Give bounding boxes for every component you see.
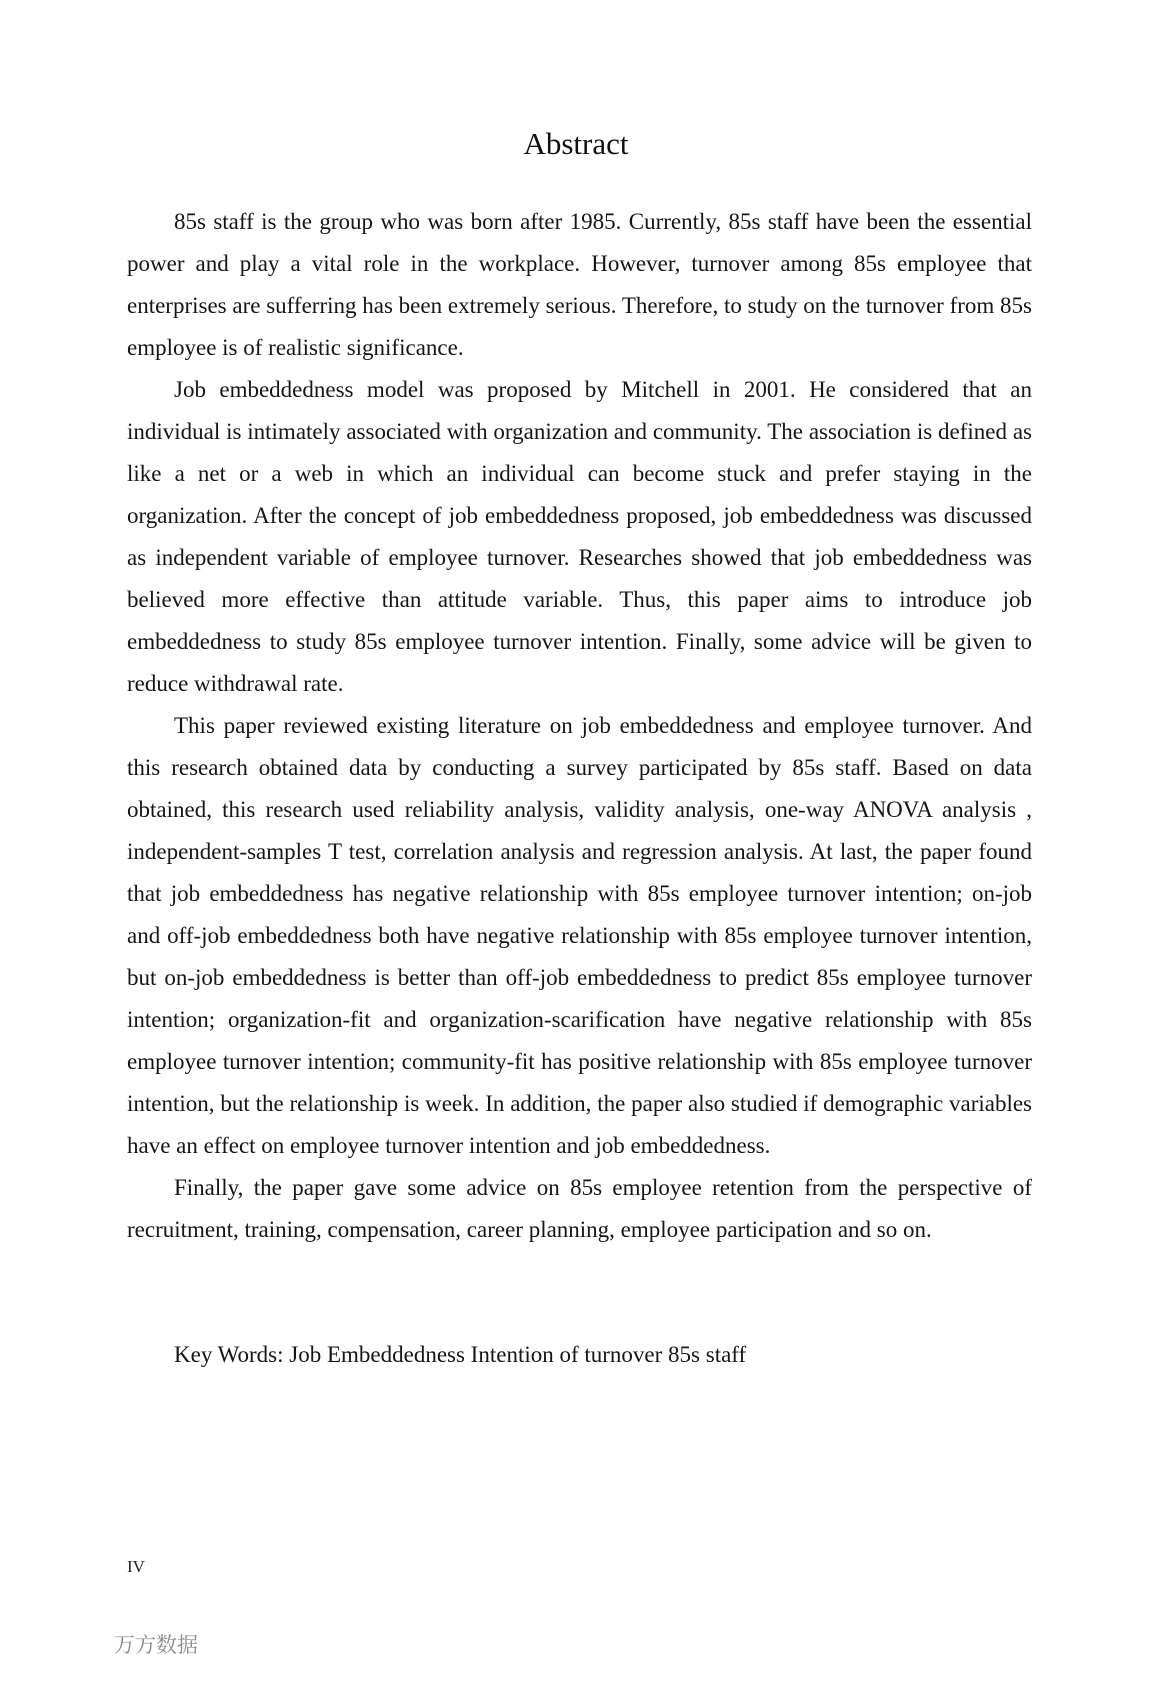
page-number: IV (127, 1557, 145, 1576)
abstract-paragraph-2: Job embeddedness model was proposed by Mitchell in 2001. He considered that an individual is intimately associated with organization and community. The association is defined as like a net or a web in which an individual can become stuck and prefer staying in the organization. After the concept of job embeddedness proposed, job embeddedness was discussed as independent variable of employee turnover. Researches showed that job embeddedness was believed more effective than attitude variable. Thus, this paper aims to introduce job embeddedness to study 85s employee turnover intention. Finally, some advice will be given to reduce withdrawal rate. (127, 377, 1032, 696)
abstract-paragraph-4: Finally, the paper gave some advice on 85s employee retention from the perspective of recruitment, training, compensation, career planning, employee participation and so on. (127, 1175, 1032, 1242)
page-title: Abstract (523, 126, 629, 161)
keywords-line: Key Words: Job Embeddedness Intention of turnover 85s staff (174, 1342, 747, 1367)
abstract-body (127, 201, 1032, 1251)
abstract-paragraph-3: This paper reviewed existing literature on job embeddedness and employee turnover. And this research obtained data by conducting a survey participated by 85s staff. Based on data obtained, this research used reliability analysis, validity analysis, one-way ANOVA analysis , independent-samples T test, correlation analysis and regression analysis. At last, the paper found that job embeddedness has negative relationship with 85s employee turnover intention; on-job and off-job embeddedness both have negative relationship with 85s employee turnover intention, but on-job embeddedness is better than off-job embeddedness to predict 85s employee turnover intention; organization-fit and organization-scarification have negative relationship with 85s employee turnover intention; community-fit has positive relationship with 85s employee turnover intention, but the relationship is week. In addition, the paper also studied if demographic variables have an effect on employee turnover intention and job embeddedness. (127, 713, 1032, 1158)
watermark: 万方数据 (114, 1633, 198, 1657)
abstract-paragraph-1: 85s staff is the group who was born after 1985. Currently, 85s staff have been the essential power and play a vital role in the workplace. However, turnover among 85s employee that enterprises are sufferring has been extremely serious. Therefore, to study on the turnover from 85s employee is of realistic significance. (127, 209, 1032, 360)
